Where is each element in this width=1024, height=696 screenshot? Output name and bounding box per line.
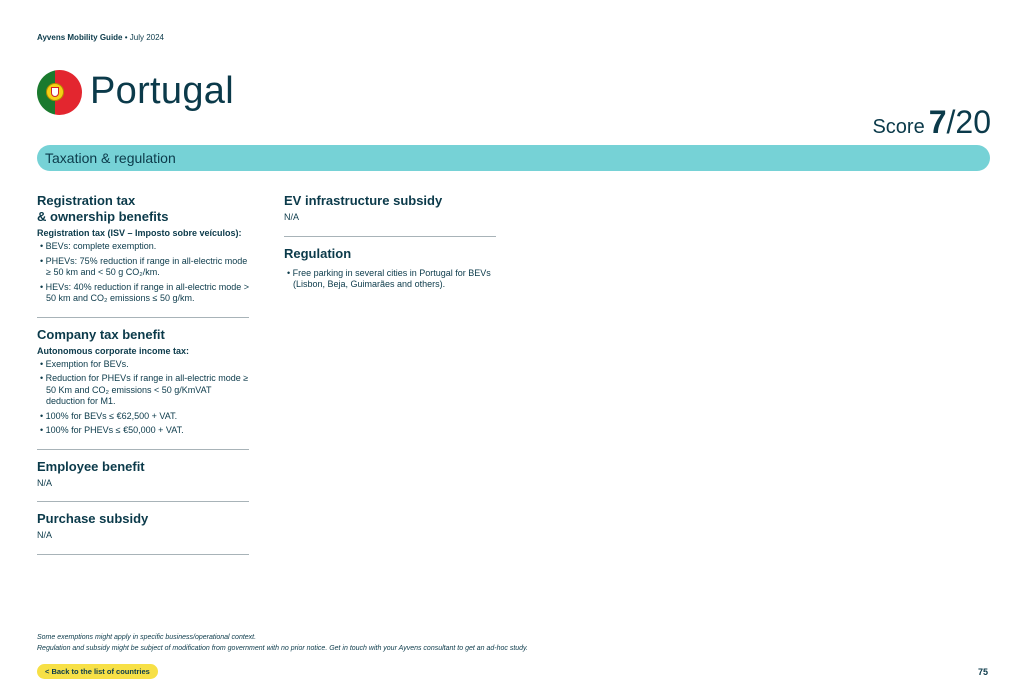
registration-title: Registration tax & ownership benefits: [37, 193, 169, 224]
purchase-title: Purchase subsidy: [37, 511, 149, 526]
ev-text: N/A: [284, 212, 300, 222]
portugal-flag-icon: [37, 70, 82, 115]
purchase-text: N/A: [37, 530, 53, 540]
company-subtitle: Autonomous corporate income tax:: [37, 345, 190, 356]
list-item: • PHEVs: 75% reduction if range in all-electric mode ≥ 50 km and < 50 g CO₂/km.: [40, 255, 248, 277]
company-section: [37, 327, 249, 450]
regulation-section: [284, 246, 496, 291]
ev-section: [284, 193, 496, 237]
list-item: • Free parking in several cities in Portugal for BEVs (Lisbon, Beja, Guimarães and others).: [287, 267, 491, 289]
company-title: Company tax benefit: [37, 326, 165, 342]
page-title: Portugal: [90, 70, 234, 112]
score-label: Score: [872, 116, 925, 138]
back-to-countries-button[interactable]: < Back to the list of countries: [37, 664, 158, 679]
guide-header: [37, 33, 164, 42]
left-column: [37, 193, 249, 564]
list-item: • BEVs: complete exemption.: [40, 241, 157, 251]
footnote-1: Some exemptions might apply in specific business/operational context.: [37, 634, 257, 641]
employee-text: N/A: [37, 477, 53, 488]
ev-title: EV infrastructure subsidy: [284, 193, 443, 208]
section-band-label: Taxation & regulation: [45, 150, 176, 166]
list-item: • 100% for BEVs ≤ €62,500 + VAT.: [40, 410, 178, 421]
footnote-2: Regulation and subsidy might be subject of modification from government with no prior notice. Get in touch with your Ayvens consultant to get an ad-hoc study.: [37, 645, 528, 652]
section-band: [37, 145, 990, 171]
page-number: 75: [977, 667, 988, 677]
list-item: • 100% for PHEVs ≤ €50,000 + VAT.: [40, 425, 184, 435]
score: [872, 104, 991, 141]
guide-title: Ayvens Mobility Guide: [37, 33, 123, 42]
score-max: /20: [946, 104, 991, 140]
list-item: • Reduction for PHEVs if range in all-electric mode ≥ 50 Km and CO₂ emissions < 50 g/KmVAT deduction for M1.: [40, 373, 249, 406]
list-item: • HEVs: 40% reduction if range in all-electric mode > 50 km and CO₂ emissions ≤ 50 g/km.: [40, 281, 249, 303]
employee-section: [37, 459, 249, 503]
right-column: [284, 193, 496, 294]
regulation-title: Regulation: [284, 245, 352, 261]
purchase-section: [37, 511, 249, 555]
guide-date: • July 2024: [124, 33, 165, 42]
registration-section: [37, 193, 249, 318]
registration-subtitle: Registration tax (ISV – Imposto sobre veículos):: [37, 228, 242, 238]
employee-title: Employee benefit: [37, 458, 145, 474]
score-value: 7: [928, 104, 947, 140]
list-item: • Exemption for BEVs.: [40, 358, 129, 369]
